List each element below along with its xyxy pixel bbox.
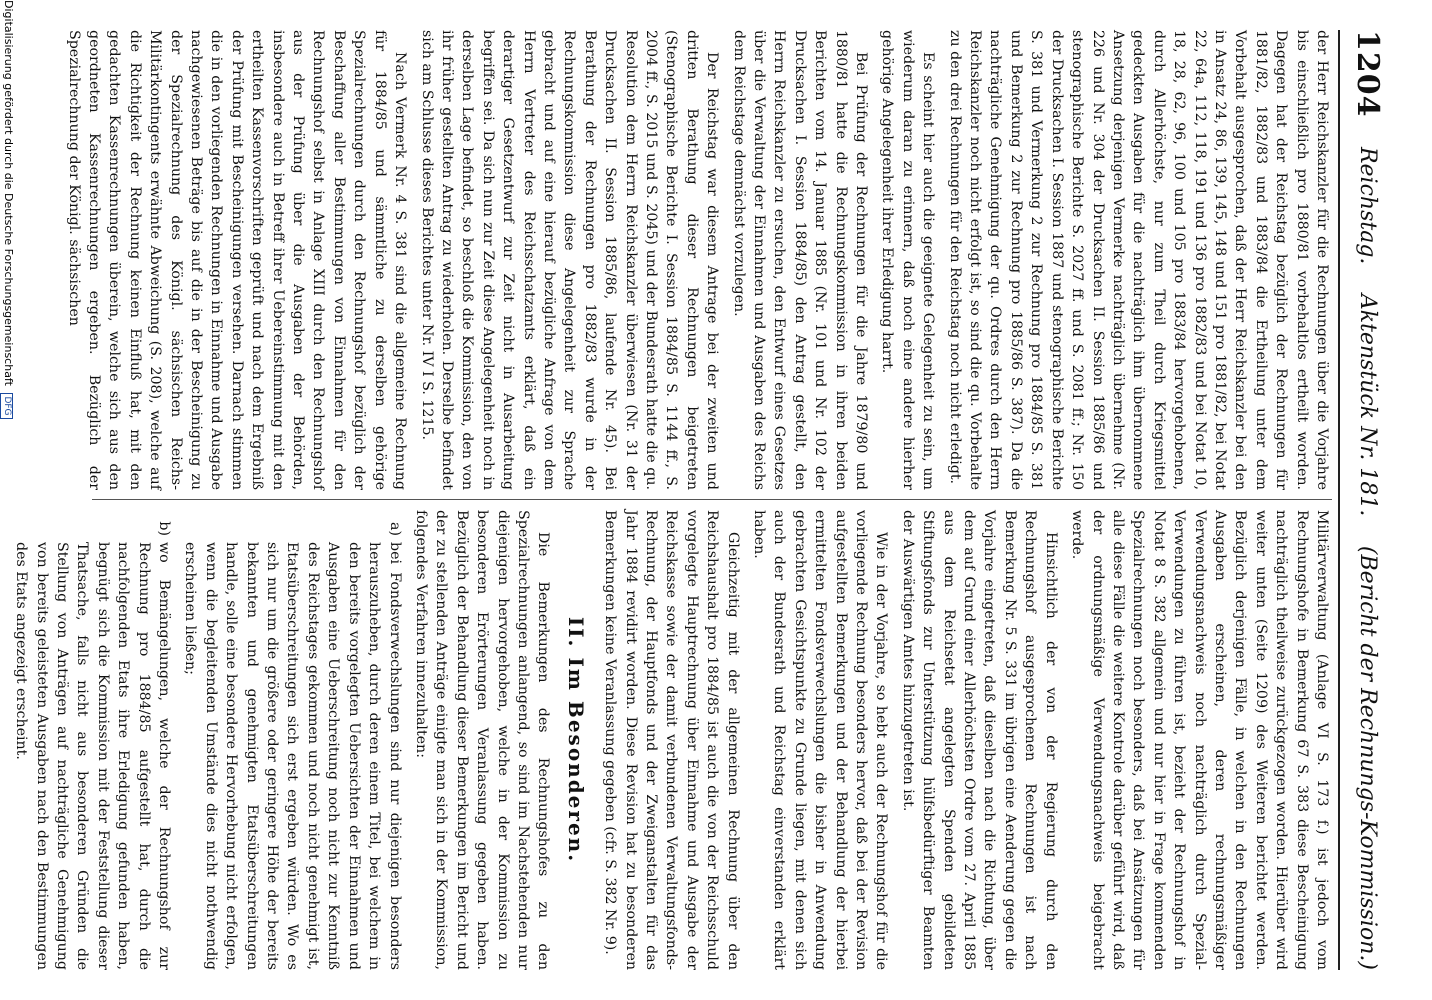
list-item-text: wo Bemängelungen, welche der Rechnungshof zur Rechnung pro 1884/85 aufgestellt hat, durch die nachfolgenden Etats ihre Erledigung gefunden haben, begnügt sich die Kommission mit der Feststellung dieser Thatsache, falls nicht aus besonderen Gründen die Stellung von Anträgen auf nachträgliche Genehmigung von bereits geleisteten Ausgaben nach den Bestimmungen des Etats angezeigt erscheint. bbox=[13, 542, 173, 970]
page-header bbox=[1346, 30, 1390, 970]
paragraph: Bei Prüfung der Rechnungen für die Jahre 1879/80 und 1880/81 hatte die Rechnungskommission in ihren beiden Berichten vom 14. Januar 1885 (Nr. 101 und Nr. 102 der Drucksachen I. Session 1884/85) den Antrag gestellt, den Herrn Reichskanzler zu ersuchen, den Entwurf eines Gesetzes über die Verwaltung der Einnahmen und Ausgaben des Reichs dem Reichstage demnächst vorzulegen. bbox=[730, 30, 870, 490]
paragraph: Wie in der Vorjahre, so hebt auch der Rechnungshof für die vorliegende Rechnung besonders hervor, daß bei der Revision aufgestellten Bemerkungen und der Behandlung der hierbei ermittelten Fondsverwechslungen die bisher in Anwendung gebrachten Gesichtspunkte zu Grunde liegen, mit denen sich auch der Bundesrath und Reichstag einverstanden erklärt haben. bbox=[751, 510, 890, 970]
list-item-text: bei Fondsverwechslungen sind nur diejenigen besonders herauszuheben, durch deren einem Titel, bei welchem in den bereits vorgelegten Uebersichten der Einnahmen und Ausgaben eine Ueberschreitung noch nicht zur Kenntniß des Reichstages gekommen und noch nicht genehmigt ist, Etatsüberschreitungen sich erst ergeben würden. Wo es sich nur um die größere oder geringere Höhe der bereits bekannten und genehmigten Etatsüberschreitungen handle, solle eine besondere Hervorhebung nicht erfolgen, wenn die begleitenden Umstände dies nicht nothwendig erscheinen ließen; bbox=[182, 542, 403, 970]
digitization-credit bbox=[0, 0, 16, 1000]
paragraph: Hinsichtlich der von der Regierung durch den Rechnungshof ausgesprochenen Rechnungen ist nach Bemerkung Nr. 5 S. 331 im übrigen eine Aenderung gegen die Vorjahre eingetreten, daß dieselben nach die Richtung, über dem auf Grund einer Allerhöchsten Ordre vom 27. April 1885 aus dem Reichsetat angelegten Spenden gebildeten Stiftungsfonds zur Unterstützung hülfsbedürftiger Beamten der Auswärtigen Amtes hinzugetreten ist. bbox=[899, 510, 1059, 970]
dfg-logo: DFG bbox=[0, 393, 13, 418]
header-rule bbox=[1338, 30, 1340, 970]
header-publication: Reichstag. bbox=[1355, 146, 1381, 265]
digitization-sideline bbox=[0, 0, 16, 1000]
paragraph: Die Bemerkungen des Rechnungshofes zu den Spezialrechnungen anlangend, so sind im Nachstehenden nur diejenigen hervorgehoben, welche in der Kommission zu besonderen Erörterungen Veranlassung gegeben haben. Bezüglich der Behandlung dieser Bemerkungen im Bericht und der zu stellenden Anträge einigte man sich in der Kommission, folgendes Verfahren innezuhalten: bbox=[412, 510, 552, 970]
right-column bbox=[13, 510, 1332, 970]
list-item bbox=[180, 510, 404, 970]
paragraph: der Herr Reichskanzler für die Rechnungen über die Vorjahre bis einschließlich pro 1880/81 vorbehaltlos ertheilt worden. Dagegen hat der Reichstag bezüglich der Rechnungen für 1881/82, 1882/83 und 1883/84 die Ertheilung unter dem Vorbehalt ausgesprochen, daß der Herr Reichskanzler bei den in Ansatz 24, 86, 139, 145, 148 und 151 pro 1881/82, bei Notat 22, 64a, 112, 118, 191 und 136 pro 1882/83 und bei Notat 10, 18, 28, 62, 96, 100 und 105 pro 1883/84 hervorgehobenen, durch Allerhöchste, nur zum Theil durch Kriegsmittel gedeckten Ausgaben für die nachträglich ihm übernommene Ansetzung derjenigen Vermerke nachträglich übernehme (Nr. 226 und Nr. 304 der Drucksachen II. Session 1885/86 und stenographische Berichte S. 2027 ff. und S. 2081 ff.; Nr. 150 der Drucksachen I. Session 1887 und stenographische Berichte S. 381 und Vermerkung 2 zur Rechnung pro 1884/85 S. 381 und Bemerkung 2 zur Rechnung pro 1885/86 S. 387). Da die nachträgliche Genehmigung der qu. Ordres durch den Herrn Reichskanzler noch nicht erfolgt ist, so sind die qu. Vorbehalte zu den drei Rechnungen für den Reichstag noch nicht erledigt. bbox=[946, 30, 1330, 490]
paragraph: Nach Vermerk Nr. 4 S. 381 sind die allgemeine Rechnung für 1884/85 und sämmtliche zu derselben gehörige Spezialrechnungen durch den Rechnungshof bezüglich der Beschaffung aller Bestimmungen von Einnahmen für den Rechnungshof selbst in Anlage XIII durch den Rechnungshof aus der Prüfung über die Ausgaben der Behörden, insbesondere auch in Betreff ihrer Uebereinstimmung mit den ertheilten Kassenvorschriften geprüft und nach dem Ergebniß der Prüfung mit Bescheinigungen versehen. Darnach stimmen die in den vorliegenden Rechnungen in Einnahme und Ausgabe nachgewiesenen Beträge bis auf die in der Bescheinigung zu der Spezialrechnung des Königl. sächsischen Reichs-Militärkontingents erwähnte Abweichung (S. 208), welche auf die Richtigkeit der Rechnung keinen Einfluß hat, mit den gedachten Kassenrechnungen überein, welche sich aus den geordneten Kassenrechnungen ergeben. Bezüglich der Spezialrechnung der Königl. sächsischen bbox=[65, 30, 409, 490]
column-divider bbox=[92, 499, 1332, 500]
digitization-credit-text: Digitalisierung gefördert durch die Deutsche Forschungsgemeinschaft bbox=[2, 0, 15, 386]
left-column bbox=[22, 30, 1332, 490]
header-document-number: Aktenstück Nr. 181. bbox=[1355, 293, 1381, 517]
section-heading: II. Im Besonderen. bbox=[563, 616, 588, 864]
paragraph: Militärverwaltung (Anlage VI S. 173 f.) ist jedoch vom Rechnungshofe in Bemerkung 67 S. 383 diese Bescheinigung nachträglich theilweise zurückgezogen worden. Hierüber wird weiter unten (Seite 1209) des Weiteren berichtet werden. Bezüglich derjenigen Fälle, in welchen in den Rechnungen Ausgaben erscheinen, deren rechnungsmäßiger Verwendungsnachweis noch nachträglich durch Spezial-Verwendungen zu führen ist, bezieht der Rechnungshof in Notat 8 S. 382 allgemein und nur hier in Frage kommenden Spezialrechnungen noch besonders, daß bei Ansätzungen für alle diese Fälle die weitere Kontrole darüber geführt wird, daß der ordnungsmäßige Verwendungsnachweis beigebracht werde. bbox=[1069, 510, 1330, 970]
list-marker: a) bbox=[386, 522, 403, 536]
paragraph: Es scheint hier auch die geeignete Gelegenheit zu sein, um wiederum daran zu erinnern, daß noch eine andere hierher gehörige Angelegenheit ihrer Erledigung harrt. bbox=[879, 30, 937, 490]
list-item bbox=[11, 510, 174, 970]
list-marker: b) bbox=[156, 521, 173, 536]
paragraph: Gleichzeitig mit der allgemeinen Rechnung über den Reichshaushalt pro 1884/85 ist auch die von der Reichsschuld vorgelegte Hauptrechnung über Einnahme und Ausgabe der Reichskasse sowie der damit verbundenen Verwaltungsfonds-Rechnung, der Hauptfonds und der Zweiganstalten für das Jahr 1884 revidirt worden. Diese Revision hat zu besonderen Bemerkungen keine Veranlassung gegeben (cfr. S. 382 Nr. 9). bbox=[602, 510, 741, 970]
paragraph: Der Reichstag war diesem Antrage bei der zweiten und dritten Berathung dieser Rechnungen beigetreten (Stenographische Berichte I. Session 1884/85 S. 1144 ff., S. 2004 ff., S. 2015 und S. 2045) und der Bundesrath hatte die qu. Resolution dem Herrn Reichskanzler überwiesen (Nr. 31 der Drucksachen II. Session 1885/86, laufende Nr. 45). Bei Berathung der Rechnungen pro 1882/83 wurde in der Rechnungskommission diese Angelegenheit zur Sprache gebracht und auf eine hierauf bezügliche Anfrage von dem Herrn Vertreter des Reichsschatzamts erklärt, daß ein derartiger Gesetzentwurf zur Zeit nicht in Ausarbeitung begriffen sei. Da sich nun zur Zeit diese Angelegenheit noch in derselben Lage befindet, so beschloß die Kommission, den von ihr früher gestellten Antrag zu wiederholen. Derselbe befindet sich am Schlusse dieses Berichtes unter Nr. IV I S. 1215. bbox=[418, 30, 721, 490]
header-report-title: (Bericht der Rechnungs-Kommission.) bbox=[1355, 545, 1381, 970]
page-number: 1204 bbox=[1350, 30, 1386, 118]
